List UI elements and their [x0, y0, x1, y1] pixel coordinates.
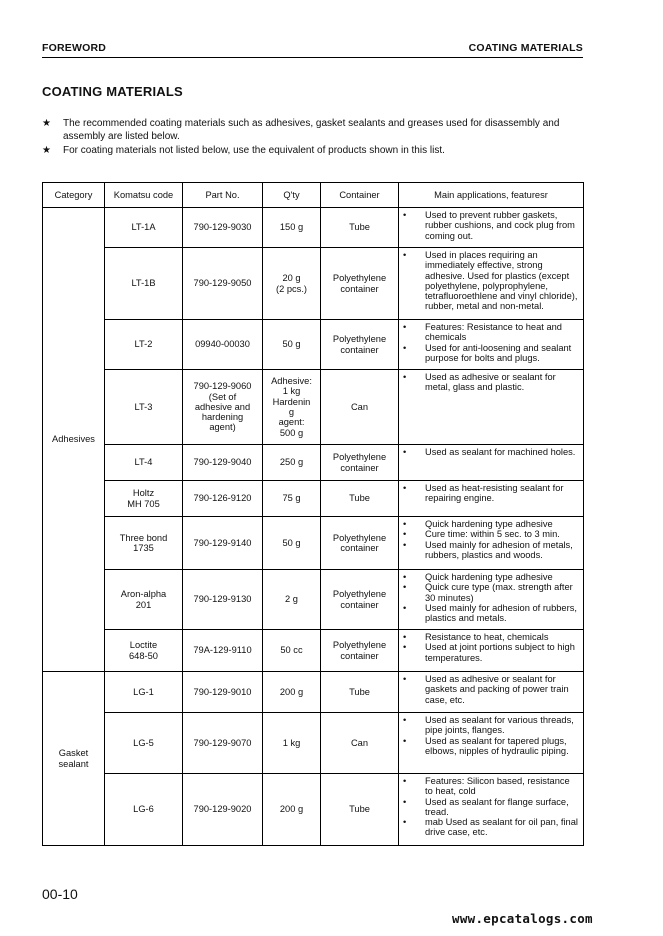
column-header-komatsu-code: Komatsu code: [105, 183, 183, 208]
komatsu-code-cell: LT-4: [105, 445, 183, 481]
application-item: • Used as sealant for tapered plugs, elbows, nipples of hydraulic piping.: [403, 736, 579, 757]
applications-cell: [399, 672, 584, 713]
part-no-cell: 79A-129-9110: [183, 630, 263, 672]
container-cell: Polyethylene container: [321, 570, 399, 630]
application-item: • Resistance to heat, chemicals: [403, 632, 579, 642]
applications-list: [403, 674, 579, 705]
applications-cell: [399, 517, 584, 570]
column-header-qty: Q'ty: [263, 183, 321, 208]
page-number: 00-10: [42, 886, 78, 902]
applications-list: [403, 572, 579, 623]
applications-list: [403, 776, 579, 838]
container-cell: Polyethylene container: [321, 248, 399, 320]
container-cell: Polyethylene container: [321, 630, 399, 672]
table-row: [43, 248, 584, 320]
container-cell: Tube: [321, 481, 399, 517]
intro-notes: [42, 118, 587, 160]
application-item: • Used for anti-loosening and sealant purpose for bolts and plugs.: [403, 343, 579, 364]
applications-list: [403, 483, 579, 504]
qty-cell: 50 g: [263, 517, 321, 570]
qty-cell: Adhesive: 1 kg Hardenin g agent: 500 g: [263, 370, 321, 445]
komatsu-code-cell: Aron-alpha 201: [105, 570, 183, 630]
watermark-url: www.epcatalogs.com: [452, 911, 593, 926]
komatsu-code-cell: Three bond 1735: [105, 517, 183, 570]
applications-cell: [399, 320, 584, 370]
table-row: [43, 570, 584, 630]
container-cell: Tube: [321, 672, 399, 713]
komatsu-code-cell: LG-1: [105, 672, 183, 713]
qty-cell: 1 kg: [263, 713, 321, 774]
applications-list: [403, 519, 579, 560]
part-no-cell: 09940-00030: [183, 320, 263, 370]
applications-list: [403, 322, 579, 363]
application-item: • Quick cure type (max. strength after 30 minutes): [403, 582, 579, 603]
application-item: • Features: Resistance to heat and chemicals: [403, 322, 579, 343]
container-cell: Can: [321, 713, 399, 774]
application-item: • Features: Silicon based, resistance to heat, cold: [403, 776, 579, 797]
table-row: [43, 208, 584, 248]
application-item: • mab Used as sealant for oil pan, final drive case, etc.: [403, 817, 579, 838]
table-row: [43, 713, 584, 774]
part-no-cell: 790-129-9030: [183, 208, 263, 248]
application-item: • Quick hardening type adhesive: [403, 572, 579, 582]
application-item: • Quick hardening type adhesive: [403, 519, 579, 529]
applications-list: [403, 372, 579, 393]
application-item: • Used as sealant for machined holes.: [403, 447, 579, 457]
category-cell: Gasket sealant: [43, 672, 105, 846]
komatsu-code-cell: LT-3: [105, 370, 183, 445]
application-item: • Used as sealant for flange surface, tread.: [403, 797, 579, 818]
page-title: COATING MATERIALS: [42, 84, 183, 99]
applications-list: [403, 250, 579, 312]
application-item: • Used as adhesive or sealant for metal, glass and plastic.: [403, 372, 579, 393]
applications-list: [403, 210, 579, 241]
header-topic-label: COATING MATERIALS: [468, 42, 583, 54]
application-item: • Used as heat-resisting sealant for repairing engine.: [403, 483, 579, 504]
container-cell: Polyethylene container: [321, 320, 399, 370]
container-cell: Tube: [321, 774, 399, 846]
page-header: [42, 42, 583, 56]
application-item: • Used as adhesive or sealant for gaskets and packing of power train case, etc.: [403, 674, 579, 705]
application-item: • Used in places requiring an immediately effective, strong adhesive. Used for plastics (except polyethylene, polyprophylene, tetrafluoroethlene and vinyl chloride), rubber, metal and non-metal.: [403, 250, 579, 312]
table-row: [43, 320, 584, 370]
qty-cell: 150 g: [263, 208, 321, 248]
column-header-part-no: Part No.: [183, 183, 263, 208]
table-row: [43, 517, 584, 570]
applications-cell: [399, 445, 584, 481]
komatsu-code-cell: LT-1A: [105, 208, 183, 248]
table-row: [43, 774, 584, 846]
applications-cell: [399, 630, 584, 672]
application-item: • Used mainly for adhesion of rubbers, plastics and metals.: [403, 603, 579, 624]
komatsu-code-cell: LT-1B: [105, 248, 183, 320]
container-cell: Tube: [321, 208, 399, 248]
qty-cell: 50 cc: [263, 630, 321, 672]
table-row: [43, 630, 584, 672]
applications-cell: [399, 248, 584, 320]
intro-note-text: The recommended coating materials such as adhesives, gasket sealants and greases used for disassembly and assembly are listed below.: [63, 118, 560, 142]
qty-cell: 75 g: [263, 481, 321, 517]
applications-cell: [399, 570, 584, 630]
applications-cell: [399, 774, 584, 846]
intro-note-text: For coating materials not listed below, use the equivalent of products shown in this list.: [63, 145, 445, 156]
container-cell: Can: [321, 370, 399, 445]
application-item: • Used to prevent rubber gaskets, rubber cushions, and cock plug from coming out.: [403, 210, 579, 241]
application-item: • Used at joint portions subject to high temperatures.: [403, 642, 579, 663]
category-cell: Adhesives: [43, 208, 105, 672]
part-no-cell: 790-126-9120: [183, 481, 263, 517]
applications-cell: [399, 713, 584, 774]
part-no-cell: 790-129-9040: [183, 445, 263, 481]
table-row: [43, 672, 584, 713]
komatsu-code-cell: LG-6: [105, 774, 183, 846]
column-header-category: Category: [43, 183, 105, 208]
komatsu-code-cell: Holtz MH 705: [105, 481, 183, 517]
komatsu-code-cell: Loctite 648-50: [105, 630, 183, 672]
qty-cell: 250 g: [263, 445, 321, 481]
intro-note: [42, 145, 587, 158]
header-section-label: FOREWORD: [42, 42, 107, 54]
part-no-cell: 790-129-9010: [183, 672, 263, 713]
container-cell: Polyethylene container: [321, 517, 399, 570]
coating-materials-table: [42, 182, 584, 846]
table-row: [43, 445, 584, 481]
applications-list: [403, 447, 579, 457]
table-row: [43, 481, 584, 517]
qty-cell: 2 g: [263, 570, 321, 630]
applications-cell: [399, 208, 584, 248]
application-item: • Cure time: within 5 sec. to 3 min.: [403, 529, 579, 539]
qty-cell: 200 g: [263, 774, 321, 846]
star-icon: ★: [42, 118, 51, 129]
part-no-cell: 790-129-9140: [183, 517, 263, 570]
part-no-cell: 790-129-9130: [183, 570, 263, 630]
qty-cell: 200 g: [263, 672, 321, 713]
komatsu-code-cell: LG-5: [105, 713, 183, 774]
qty-cell: 20 g (2 pcs.): [263, 248, 321, 320]
applications-list: [403, 632, 579, 663]
column-header-container: Container: [321, 183, 399, 208]
applications-cell: [399, 481, 584, 517]
applications-cell: [399, 370, 584, 445]
table-row: [43, 370, 584, 445]
applications-list: [403, 715, 579, 756]
star-icon: ★: [42, 145, 51, 156]
intro-note: [42, 118, 587, 143]
part-no-cell: 790-129-9020: [183, 774, 263, 846]
komatsu-code-cell: LT-2: [105, 320, 183, 370]
column-header-applications: Main applications, featuresr: [399, 183, 584, 208]
table-header-row: [43, 183, 584, 208]
application-item: • Used mainly for adhesion of metals, rubbers, plastics and woods.: [403, 540, 579, 561]
header-rule: [42, 57, 583, 58]
container-cell: Polyethylene container: [321, 445, 399, 481]
part-no-cell: 790-129-9070: [183, 713, 263, 774]
part-no-cell: 790-129-9060 (Set of adhesive and hardening agent): [183, 370, 263, 445]
application-item: • Used as sealant for various threads, pipe joints, flanges.: [403, 715, 579, 736]
qty-cell: 50 g: [263, 320, 321, 370]
part-no-cell: 790-129-9050: [183, 248, 263, 320]
